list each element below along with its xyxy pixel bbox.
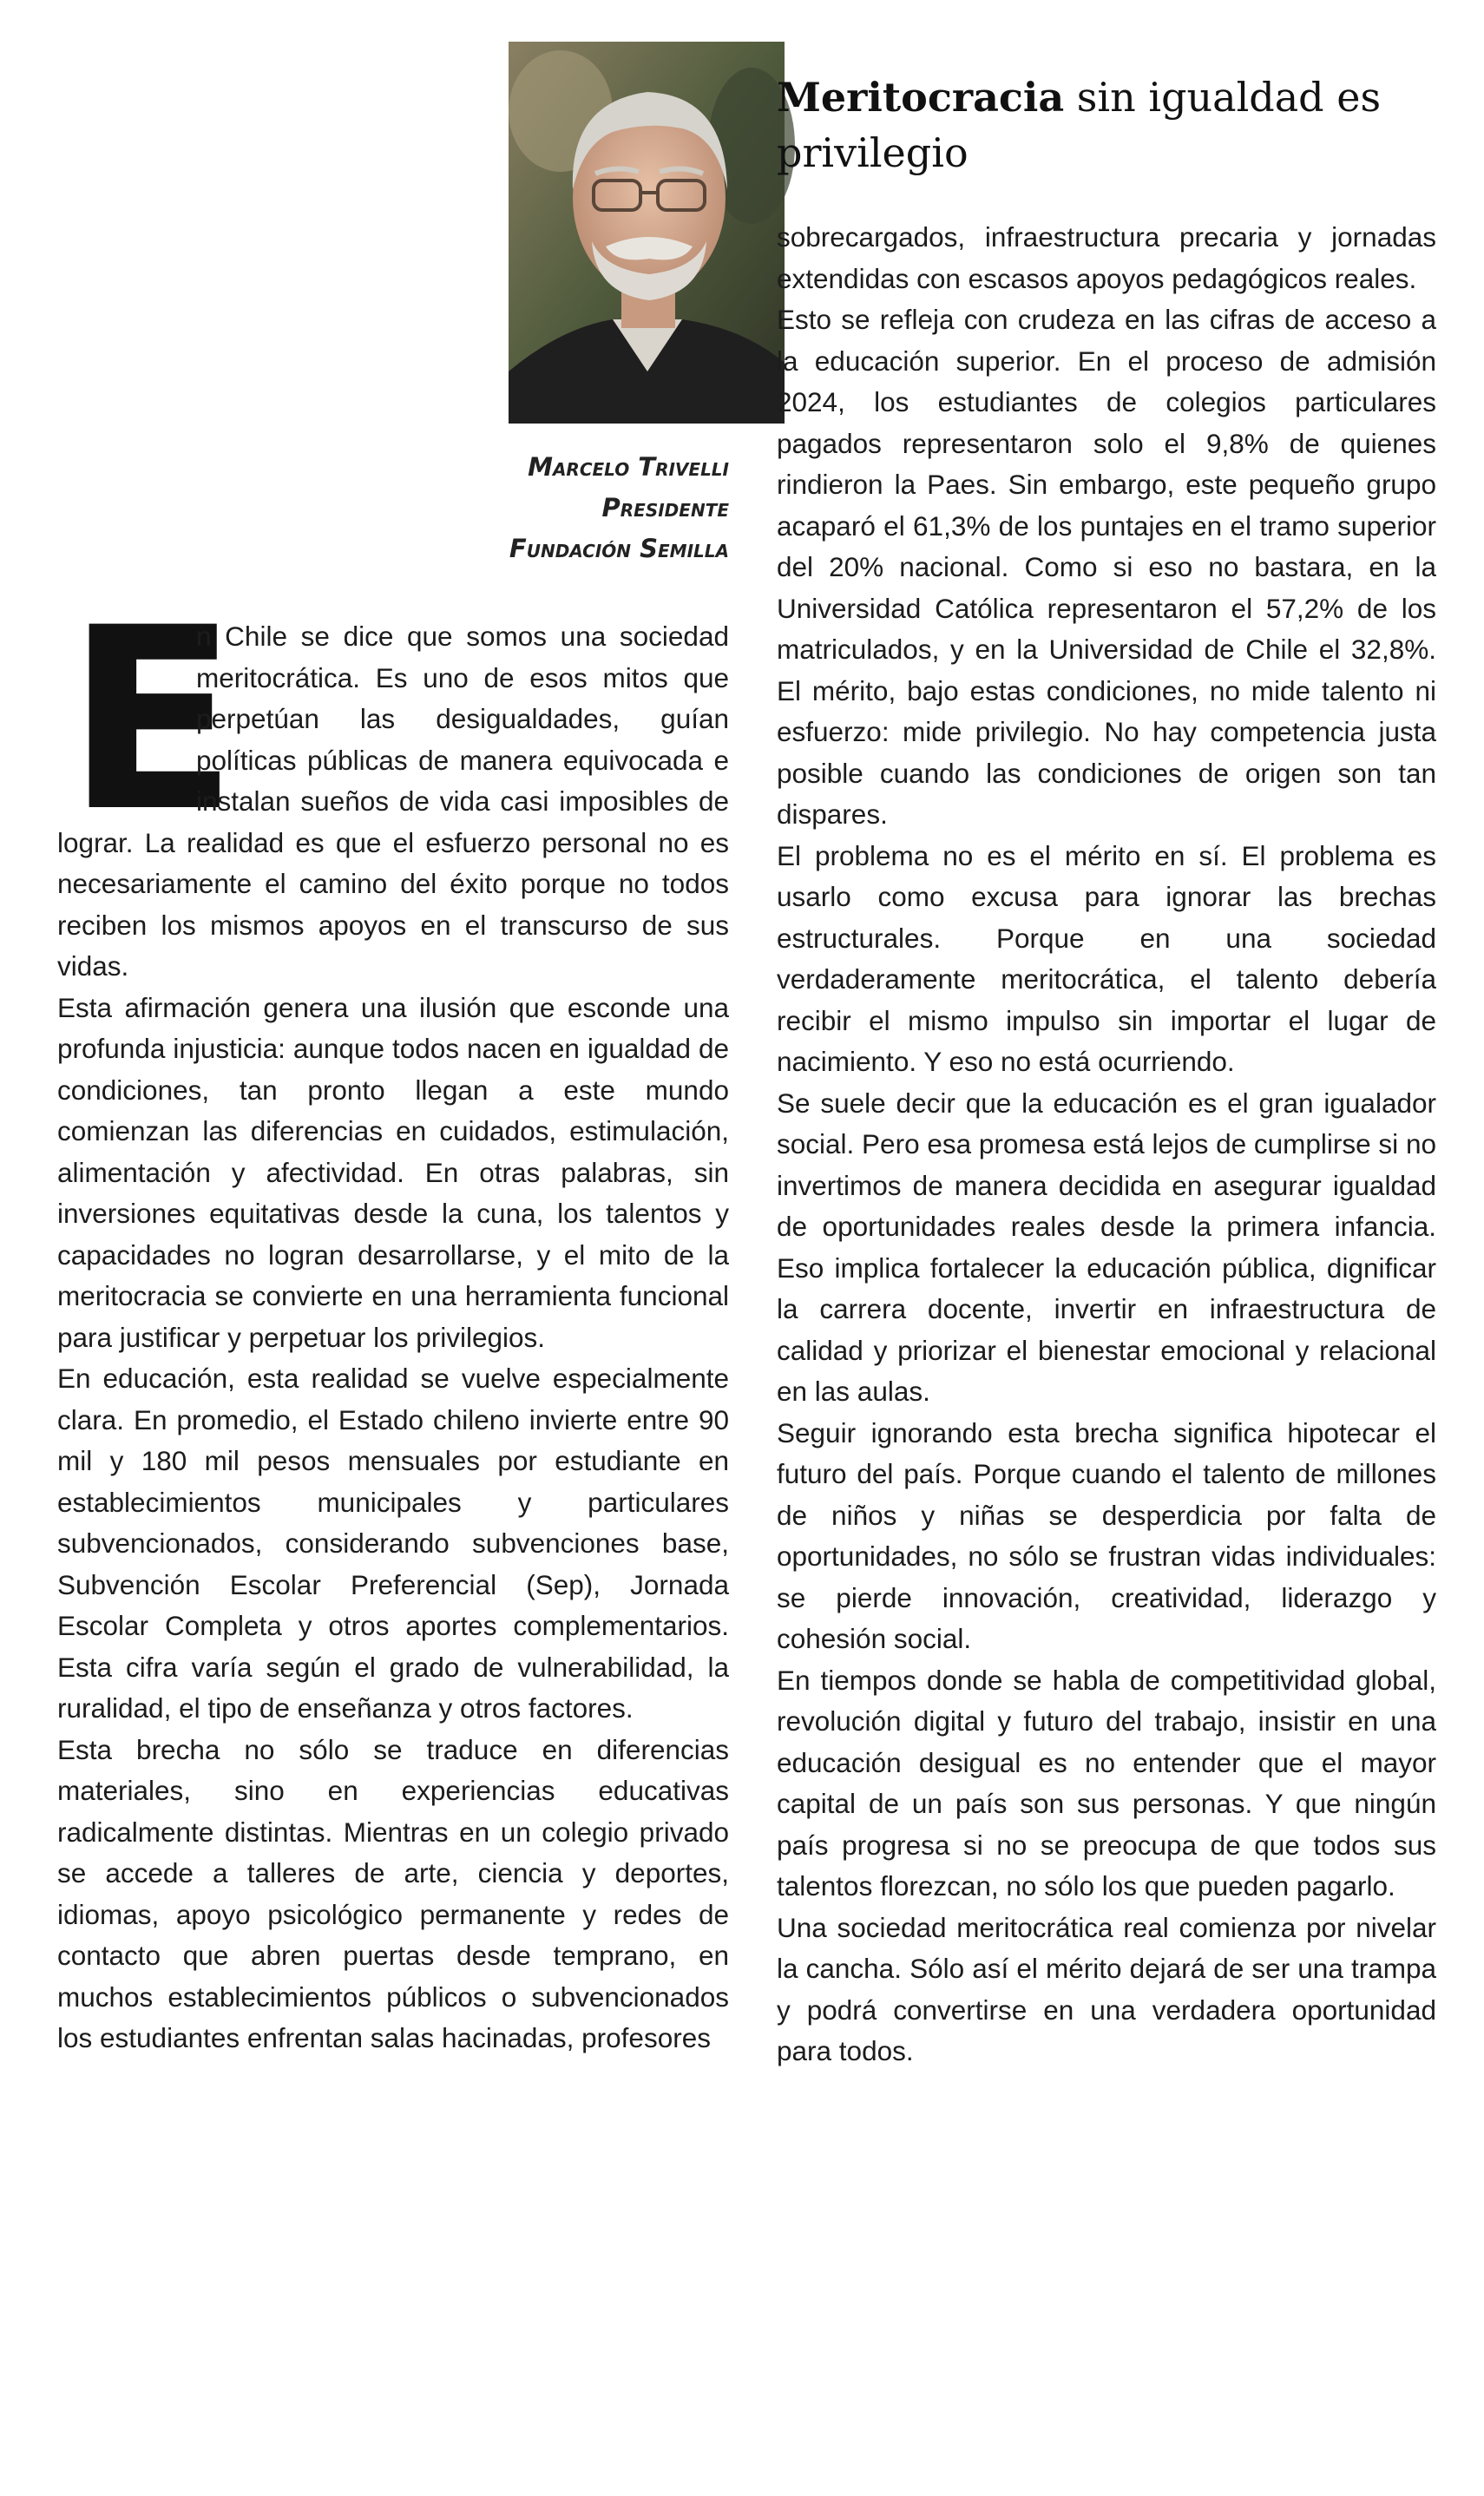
article-title-rest: sin igualdad es privilegio — [777, 74, 1382, 176]
paragraph-right-7: Una sociedad meritocrática real comienza por nivelar la cancha. Sólo así el mérito dejará de ser una trampa y podrá convertirse en una verdadera oportunidad para todos. — [777, 1911, 1436, 2066]
paragraph-left-2: Esta afirmación genera una ilusión que esconde una profunda injusticia: aunque todos nacen en igualdad de condiciones, tan pronto llegan a este mundo comienzan las diferencias en cuidados, estimulación, alimentación y afectividad. En otras palabras, sin inversiones equitativas desde la cuna, los talentos y capacidades no logran desarrollarse, y el mito de la meritocracia se convierte en una herramienta funcional para justificar y perpetuar los privilegios. — [57, 991, 729, 1353]
author-photo — [509, 42, 785, 424]
author-name: Marcelo Trivelli — [528, 452, 729, 482]
article-body-right — [777, 217, 1436, 2072]
paragraph-left-4: Esta brecha no sólo se traduce en diferencias materiales, sino en experiencias educativas radicalmente distintas. Mientras en un colegio privado se accede a talleres de arte, ciencia y deportes, idiomas, apoyo psicológico permanente y redes de contacto que abren puertas desde temprano, en muchos establecimientos públicos o subvencionados los estudiantes enfrentan salas hacinadas, profesores — [57, 1733, 729, 2053]
article-body-left — [57, 575, 729, 2059]
paragraph-right-3: El problema no es el mérito en sí. El problema es usarlo como excusa para ignorar las brechas estructurales. Porque en una sociedad verdaderamente meritocrática, el talento debería recibir el mismo impulso sin importar el lugar de nacimiento. Y eso no está ocurriendo. — [777, 839, 1436, 1077]
article-title — [777, 69, 1436, 181]
paragraph-right-4: Se suele decir que la educación es el gran igualador social. Pero esa promesa está lejos de cumplirse si no invertimos de manera decidida en asegurar igualdad de oportunidades reales desde la primera infancia. Eso implica fortalecer la educación pública, dignificar la carrera docente, invertir en infraestructura de calidad y priorizar el bienestar emocional y relacional en las aulas. — [777, 1087, 1436, 1407]
paragraph-right-2: Esto se refleja con crudeza en las cifras de acceso a la educación superior. En el proceso de admisión 2024, los estudiantes de colegios particulares pagados representaron solo el 9,8% de quienes rindieron la Paes. Sin embargo, este pequeño grupo acaparó el 61,3% de los puntajes en el tramo superior del 20% nacional. Como si eso no bastara, en la Universidad Católica representaron el 57,2% de los matriculados, y en la Universidad de Chile el 32,8%. El mérito, bajo estas condiciones, no mide talento ni esfuerzo: mide privilegio. No hay competencia justa posible cuando las condiciones de origen son tan dispares. — [777, 304, 1436, 830]
paragraph-right-6: En tiempos donde se habla de competitividad global, revolución digital y futuro del trabajo, insistir en una educación desigual es no entender que el mayor capital de un país son sus personas. Y que ningún país progresa si no se preocupa de que todos sus talentos florezcan, no sólo los que pueden pagarlo. — [777, 1664, 1436, 1902]
drop-cap: E — [66, 575, 239, 867]
paragraph-left-3: En educación, esta realidad se vuelve especialmente clara. En promedio, el Estado chileno invierte entre 90 mil y 180 mil pesos mensuales por estudiante en establecimientos municipales y particulares subvencionados, considerando subvenciones base, Subvención Escolar Preferencial (Sep), Jornada Escolar Completa y otros aportes complementarios. Esta cifra varía según el grado de vulnerabilidad, la ruralidad, el tipo de enseñanza y otros factores. — [57, 1363, 729, 1724]
paragraph-left-1: n Chile se dice que somos una sociedad meritocrática. Es uno de esos mitos que perpetúan las desigualdades, guían políticas públicas de manera equivocada e instalan sueños de vida casi imposibles de lograr. La realidad es que el esfuerzo personal no es necesariamente el camino del éxito porque no todos reciben los mismos apoyos en el transcurso de sus vidas. — [57, 621, 729, 982]
article-title-bold: Meritocracia — [777, 74, 1065, 121]
paragraph-right-1: sobrecargados, infraestructura precaria y jornadas extendidas con escasos apoyos pedagógicos reales. — [777, 221, 1436, 294]
author-byline — [509, 447, 729, 569]
paragraph-right-5: Seguir ignorando esta brecha significa hipotecar el futuro del país. Porque cuando el talento de millones de niños y niñas se desperdicia por falta de oportunidades, no sólo se frustran vidas individuales: se pierde innovación, creatividad, liderazgo y cohesión social. — [777, 1416, 1436, 1654]
author-portrait-image — [509, 42, 785, 424]
author-organization: Fundación Semilla — [509, 534, 729, 563]
author-role: Presidente — [601, 493, 729, 522]
